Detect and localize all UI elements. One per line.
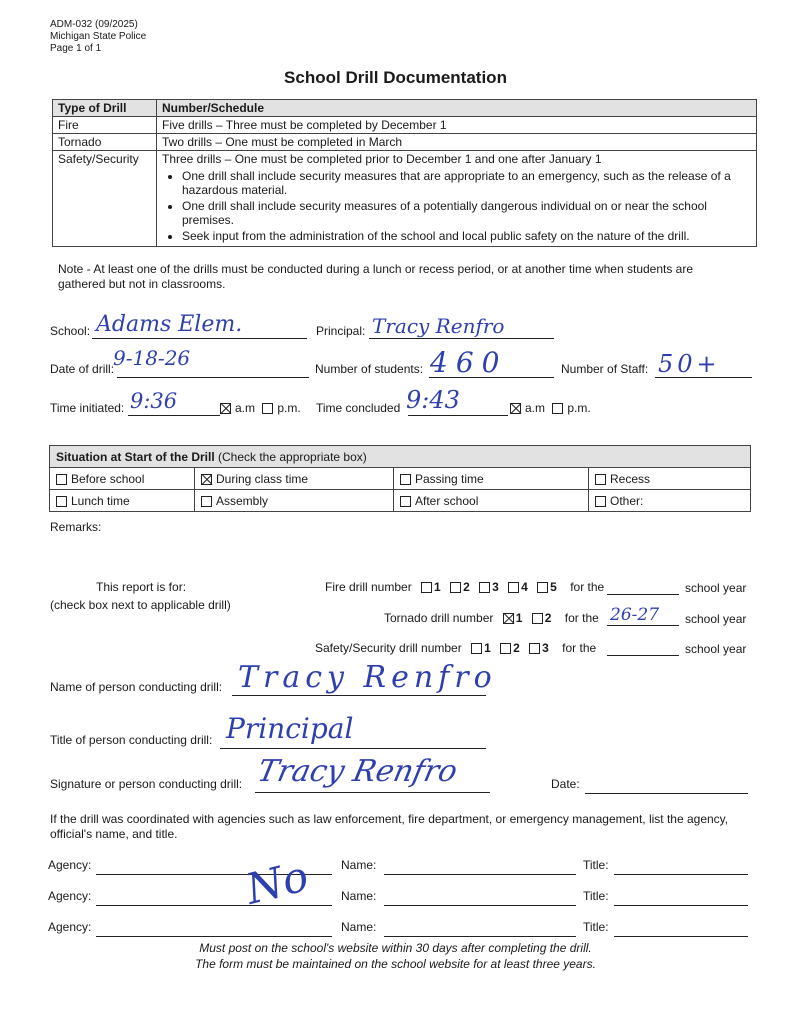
school-value[interactable]: Adams Elem. <box>96 312 243 337</box>
students-value[interactable]: 460 <box>430 346 508 379</box>
fire-box-2[interactable] <box>450 582 461 593</box>
signature-label: Signature or person conducting drill: <box>50 777 243 791</box>
option-label: During class time <box>216 471 309 486</box>
option-label: Lunch time <box>71 493 130 508</box>
form-id: ADM-032 (09/2025) <box>50 19 138 30</box>
drill-type: Fire <box>53 117 157 134</box>
num-label: 3 <box>542 641 549 655</box>
col-type-of-drill: Type of Drill <box>53 100 157 117</box>
am-label: a.m <box>525 401 546 415</box>
agency-note: If the drill was coordinated with agencies such as law enforcement, fire department, or emergency management, list the agency, official's name, and title. <box>50 812 729 841</box>
name-line[interactable] <box>384 936 576 937</box>
date-field-line[interactable] <box>117 377 309 378</box>
drill-schedule-table <box>52 99 757 247</box>
person-title-value[interactable]: Principal <box>226 712 354 745</box>
title-line[interactable] <box>614 874 748 875</box>
checkbox[interactable] <box>56 496 67 507</box>
tornado-drill-label: Tornado drill number <box>384 611 494 625</box>
fire-drill-row <box>325 580 604 594</box>
checkbox[interactable] <box>201 496 212 507</box>
fire-box-5[interactable] <box>537 582 548 593</box>
checkbox[interactable] <box>595 496 606 507</box>
name-label: Name: <box>341 889 377 903</box>
drill-schedule: Two drills – One must be completed in March <box>157 134 757 151</box>
safety-box-3[interactable] <box>529 643 540 654</box>
title-line[interactable] <box>614 936 748 937</box>
tornado-box-1[interactable] <box>503 613 514 624</box>
pm-label: p.m. <box>567 401 591 415</box>
fire-school-year-label: school year <box>685 581 747 595</box>
safety-school-year-label: school year <box>685 642 747 656</box>
option-label: After school <box>415 493 479 508</box>
safety-box-1[interactable] <box>471 643 482 654</box>
tornado-year-line[interactable] <box>607 625 679 626</box>
pm-label: p.m. <box>277 401 301 415</box>
option-label: Assembly <box>216 493 269 508</box>
title-label: Title: <box>583 858 609 872</box>
time-initiated-ampm <box>220 401 301 415</box>
safety-box-2[interactable] <box>500 643 511 654</box>
option-label: Recess <box>610 471 651 486</box>
agency-row <box>0 920 791 940</box>
option-during-class[interactable] <box>195 468 394 490</box>
time-initiated-value[interactable]: 9:36 <box>130 389 178 413</box>
safety-drill-row <box>315 641 596 655</box>
num-label: 2 <box>513 641 520 655</box>
safety-requirements-list <box>162 169 751 243</box>
fire-box-4[interactable] <box>508 582 519 593</box>
init-am-checkbox[interactable] <box>220 403 231 414</box>
person-name-line[interactable] <box>232 695 486 696</box>
drill-type: Safety/Security <box>53 151 157 247</box>
page-title: School Drill Documentation <box>284 68 507 87</box>
agency-label: Agency: <box>48 920 92 934</box>
fire-drill-label: Fire drill number <box>325 580 412 594</box>
safety-year-line[interactable] <box>607 655 679 656</box>
agency-line[interactable] <box>96 936 332 937</box>
table-row <box>53 151 757 247</box>
drill-schedule: Three drills – One must be completed prior to December 1 and one after January 1 <box>162 152 602 166</box>
tornado-school-year-label: school year <box>685 612 747 626</box>
checkbox[interactable] <box>56 474 67 485</box>
time-initiated-line[interactable] <box>128 415 220 416</box>
am-label: a.m <box>235 401 256 415</box>
list-item: • Seek input from the administration of the school and local public safety on the nature of the drill. <box>182 229 751 243</box>
option-label: Other: <box>610 493 644 508</box>
option-recess[interactable] <box>589 468 751 490</box>
tornado-year-value[interactable]: 26-27 <box>610 605 660 625</box>
table-row <box>53 117 757 134</box>
title-label: Title: <box>583 920 609 934</box>
tornado-box-2[interactable] <box>532 613 543 624</box>
staff-label: Number of Staff: <box>561 362 649 376</box>
name-label: Name: <box>341 858 377 872</box>
principal-field-line[interactable] <box>369 338 554 339</box>
date-line[interactable] <box>585 793 748 794</box>
drill-schedule: Five drills – Three must be completed by December 1 <box>157 117 757 134</box>
num-label: 3 <box>492 580 499 594</box>
agency-row <box>0 889 791 909</box>
signature-line[interactable] <box>255 792 490 793</box>
principal-label: Principal: <box>316 324 366 338</box>
num-label: 2 <box>463 580 470 594</box>
principal-value[interactable]: Tracy Renfro <box>372 314 505 338</box>
page-number: Page 1 of 1 <box>50 43 102 54</box>
time-concluded-label: Time concluded <box>316 401 401 415</box>
name-line[interactable] <box>384 874 576 875</box>
situation-header <box>50 446 751 468</box>
person-title-label: Title of person conducting drill: <box>50 733 213 747</box>
fire-year-line[interactable] <box>607 594 679 595</box>
title-line[interactable] <box>614 905 748 906</box>
agency-row <box>0 858 791 878</box>
drill-schedule-cell <box>157 151 757 247</box>
num-label: 1 <box>434 580 441 594</box>
title-label: Title: <box>583 889 609 903</box>
name-label: Name: <box>341 920 377 934</box>
num-label: 1 <box>484 641 491 655</box>
name-line[interactable] <box>384 905 576 906</box>
footer-note-post: Must post on the school's website within 30 days after completing the drill. <box>199 941 592 955</box>
option-other[interactable] <box>589 490 751 512</box>
school-field-line[interactable] <box>92 338 307 339</box>
init-pm-checkbox[interactable] <box>262 403 273 414</box>
time-concluded-line[interactable] <box>408 415 508 416</box>
concl-am-checkbox[interactable] <box>510 403 521 414</box>
report-for-label: This report is for: <box>96 580 187 594</box>
option-label: Passing time <box>415 471 484 486</box>
option-label: Before school <box>71 471 145 486</box>
for-the-label: for the <box>564 611 599 625</box>
signature-value[interactable]: Tracy Renfro <box>254 754 461 789</box>
tornado-drill-row <box>384 611 599 625</box>
checkbox[interactable] <box>201 474 212 485</box>
drill-type: Tornado <box>53 134 157 151</box>
checkbox[interactable] <box>595 474 606 485</box>
time-concluded-ampm <box>510 401 591 415</box>
person-title-line[interactable] <box>220 748 486 749</box>
remarks-label: Remarks: <box>50 520 102 534</box>
person-name-label: Name of person conducting drill: <box>50 680 223 694</box>
footer-note-maintain: The form must be maintained on the school website for at least three years. <box>195 957 596 971</box>
agency-label: Agency: <box>48 858 92 872</box>
date-of-drill-label: Date of drill: <box>50 362 115 376</box>
list-item: • One drill shall include security measures that are appropriate to an emergency, such as the release of a hazardous material. <box>182 169 751 197</box>
option-assembly[interactable] <box>195 490 394 512</box>
agency-label: Agency: <box>48 889 92 903</box>
agency-line[interactable] <box>96 905 332 906</box>
for-the-label: for the <box>562 641 597 655</box>
option-lunch-time[interactable] <box>50 490 195 512</box>
num-label: 1 <box>515 611 523 625</box>
situation-header-title: Situation at Start of the Drill <box>56 449 215 464</box>
safety-drill-label: Safety/Security drill number <box>315 641 462 655</box>
col-number-schedule: Number/Schedule <box>157 100 757 117</box>
num-label: 4 <box>521 580 528 594</box>
option-before-school[interactable] <box>50 468 195 490</box>
num-label: 5 <box>550 580 557 594</box>
checkbox[interactable] <box>400 496 411 507</box>
situation-table <box>49 445 751 512</box>
num-label: 2 <box>544 611 552 625</box>
staff-value[interactable]: 50+ <box>658 350 721 378</box>
concl-pm-checkbox[interactable] <box>552 403 563 414</box>
situation-header-hint: (Check the appropriate box) <box>214 449 367 464</box>
fire-box-3[interactable] <box>479 582 490 593</box>
person-name-value[interactable]: Tracy Renfro <box>238 660 497 695</box>
table-row <box>53 134 757 151</box>
school-label: School: <box>50 324 91 338</box>
list-item: • One drill shall include security measures of a potentially dangerous individual on or near the school premises. <box>182 199 751 227</box>
note-text: Note - At least one of the drills must be conducted during a lunch or recess period, or at another time when students are gathered but not in classrooms. <box>58 262 694 291</box>
date-label: Date: <box>551 777 580 791</box>
date-of-drill-value[interactable]: 9-18-26 <box>113 346 191 370</box>
option-passing-time[interactable] <box>394 468 589 490</box>
option-after-school[interactable] <box>394 490 589 512</box>
for-the-label: for the <box>570 580 605 594</box>
time-initiated-label: Time initiated: <box>50 401 125 415</box>
fire-box-1[interactable] <box>421 582 432 593</box>
time-concluded-value[interactable]: 9:43 <box>406 386 460 414</box>
agency-handwritten-value: No <box>240 851 314 914</box>
checkbox[interactable] <box>400 474 411 485</box>
form-agency: Michigan State Police <box>50 31 147 42</box>
students-label: Number of students: <box>315 362 424 376</box>
report-check-hint: (check box next to applicable drill) <box>50 598 231 612</box>
